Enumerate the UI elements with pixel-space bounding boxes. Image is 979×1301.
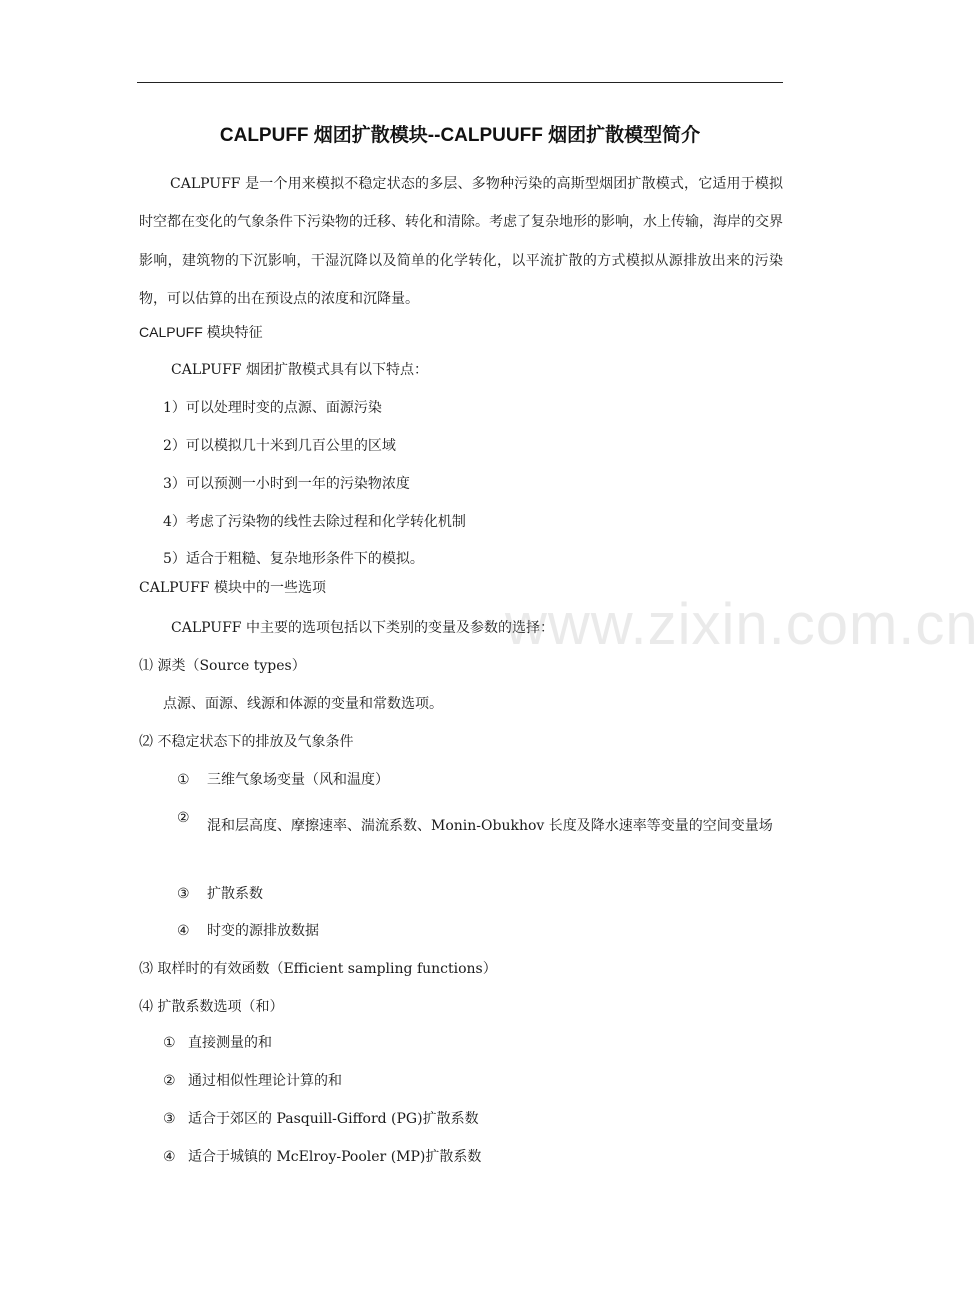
section-heading-features: CALPUFF 模块特征 (139, 324, 263, 340)
feature-item-1: 1）可以处理时变的点源、面源污染 (163, 400, 382, 416)
option-2-sub-1-text: 三维气象场变量（风和温度） (207, 772, 389, 788)
intro-paragraph: CALPUFF 是一个用来模拟不稳定状态的多层、多物种污染的高斯型烟团扩散模式，它适用于模拟时空都在变化的气象条件下污染物的迁移、转化和清除。考虑了复杂地形的影响，水上传输，海岸的交界影响，建筑物的下沉影响，干湿沉降以及简单的化学转化，以平流扩散的方式模拟从源排放出来的污染物，可以估算的出在预设点的浓度和沉降量。 (139, 176, 783, 308)
option-4-sub-4-text: 适合于城镇的 McElroy-Pooler (MP)扩散系数 (188, 1149, 482, 1165)
option-2-sub-1-marker: ① (177, 772, 190, 788)
option-4-label: ⑷ 扩散系数选项（和） (139, 999, 284, 1015)
option-2-sub-4-marker: ④ (177, 923, 190, 939)
header-rule (137, 82, 783, 83)
option-4-sub-2-text: 通过相似性理论计算的和 (188, 1073, 342, 1089)
option-4-sub-3-marker: ③ (163, 1111, 176, 1127)
watermark: www.zixin.com.cn (505, 592, 979, 657)
option-2-label: ⑵ 不稳定状态下的排放及气象条件 (139, 734, 354, 750)
option-1-label: ⑴ 源类（Source types） (139, 658, 306, 674)
option-2-sub-2-marker: ② (177, 810, 190, 826)
document-title: CALPUFF 烟团扩散模块--CALPUUFF 烟团扩散模型简介 (219, 125, 701, 146)
option-4-sub-1-text: 直接测量的和 (188, 1035, 272, 1051)
feature-item-3: 3）可以预测一小时到一年的污染物浓度 (163, 476, 410, 492)
feature-item-2: 2）可以模拟几十米到几百公里的区域 (163, 438, 396, 454)
option-2-sub-4-text: 时变的源排放数据 (207, 923, 319, 939)
option-4-sub-4-marker: ④ (163, 1149, 176, 1165)
feature-item-5: 5）适合于粗糙、复杂地形条件下的模拟。 (163, 551, 424, 567)
option-1-text: 点源、面源、线源和体源的变量和常数选项。 (163, 696, 443, 712)
section-heading-options: CALPUFF 模块中的一些选项 (139, 580, 326, 596)
option-2-sub-2-text: 混和层高度、摩擦速率、湍流系数、Monin-Obukhov 长度及降水速率等变量的空间变量场 (207, 818, 773, 834)
features-lead: CALPUFF 烟团扩散模式具有以下特点： (171, 362, 428, 378)
option-2-sub-3-text: 扩散系数 (207, 886, 263, 902)
option-4-sub-3-text: 适合于郊区的 Pasquill-Gifford (PG)扩散系数 (188, 1111, 479, 1127)
option-4-sub-1-marker: ① (163, 1035, 176, 1051)
option-3-label: ⑶ 取样时的有效函数（Efficient sampling functions） (139, 961, 497, 977)
option-2-sub-3-marker: ③ (177, 886, 190, 902)
feature-item-4: 4）考虑了污染物的线性去除过程和化学转化机制 (163, 514, 466, 530)
option-4-sub-2-marker: ② (163, 1073, 176, 1089)
options-lead: CALPUFF 中主要的选项包括以下类别的变量及参数的选择： (171, 620, 554, 636)
